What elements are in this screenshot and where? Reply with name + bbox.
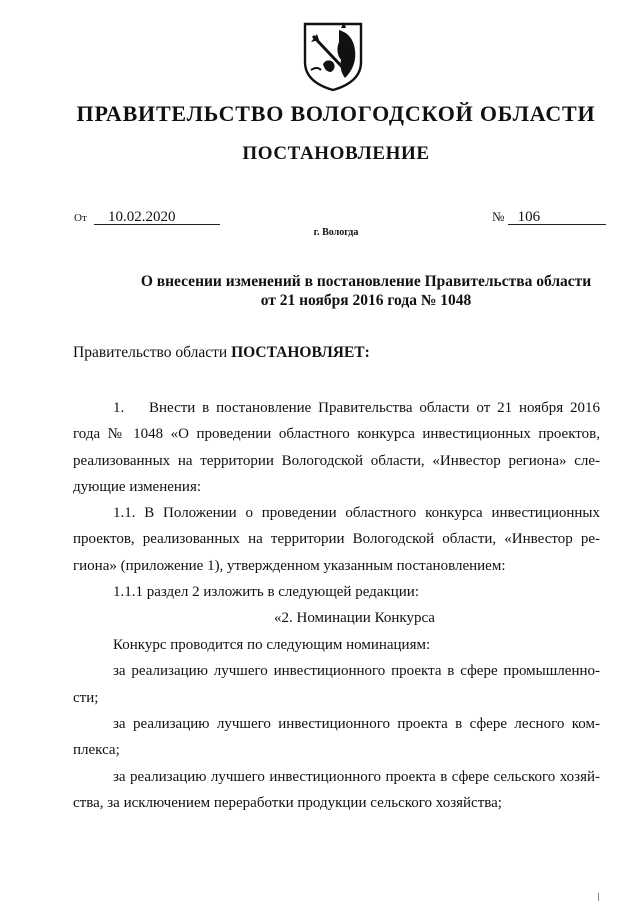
number-prefix: № xyxy=(492,209,505,224)
paragraph-1-line-2: года № 1048 «О проведении областного конкурса инвестиционных проектов, xyxy=(73,426,600,442)
date-prefix: От xyxy=(74,212,87,224)
paragraph-3: 1.1.1 раздел 2 изложить в следующей редакции: xyxy=(113,584,419,600)
nomination-2-line-2: плекса; xyxy=(73,742,120,758)
paragraph-number: 1. xyxy=(113,400,125,416)
decree-prefix: Правительство области xyxy=(73,344,232,361)
paragraph-2-line-1: 1.1. В Положении о проведении областного конкурса инвестиционных xyxy=(113,505,600,521)
nomination-1-line-2: сти; xyxy=(73,690,99,706)
subject-line-2: от 21 ноября 2016 года № 1048 xyxy=(260,292,472,309)
decree-statement xyxy=(73,344,370,362)
paragraph-1-line-1: Внести в постановление Правительства области от 21 ноября 2016 xyxy=(149,400,600,416)
section-heading: «2. Номинации Конкурса xyxy=(274,610,435,626)
nomination-1-line-1: за реализацию лучшего инвестиционного проекта в сфере промышленно- xyxy=(113,663,600,679)
paragraph-2-line-2: проектов, реализованных на территории Вологодской области, «Инвестор ре- xyxy=(73,531,600,547)
document-type: ПОСТАНОВЛЕНИЕ xyxy=(242,143,430,164)
coat-of-arms-emblem xyxy=(301,20,365,92)
number-row xyxy=(492,209,606,225)
subject-line-1: О внесении изменений в постановление Правительства области xyxy=(140,273,592,290)
page-edge-mark xyxy=(598,893,599,901)
government-title: ПРАВИТЕЛЬСТВО ВОЛОГОДСКОЙ ОБЛАСТИ xyxy=(76,101,596,126)
paragraph-1-line-4: дующие изменения: xyxy=(73,479,202,495)
document-subject xyxy=(60,272,640,310)
nomination-3-line-1: за реализацию лучшего инвестиционного проекта в сфере сельского хозяй- xyxy=(113,769,600,785)
issuing-city: г. Вологда xyxy=(313,227,359,238)
date-row xyxy=(74,209,220,225)
decree-verb: ПОСТАНОВЛЯЕТ: xyxy=(231,344,370,361)
document-date: 10.02.2020 xyxy=(94,210,220,225)
document-number: 106 xyxy=(508,210,606,225)
paragraph-4: Конкурс проводится по следующим номинациям: xyxy=(113,637,431,653)
paragraph-1-line-3: реализованных на территории Вологодской области, «Инвестор региона» сле- xyxy=(73,453,600,469)
paragraph-2-line-3: гиона» (приложение 1), утвержденном указанным постановлением: xyxy=(73,558,506,574)
nomination-3-line-2: ства, за исключением переработки продукции сельского хозяйства; xyxy=(73,795,502,811)
nomination-2-line-1: за реализацию лучшего инвестиционного проекта в сфере лесного ком- xyxy=(113,716,600,732)
